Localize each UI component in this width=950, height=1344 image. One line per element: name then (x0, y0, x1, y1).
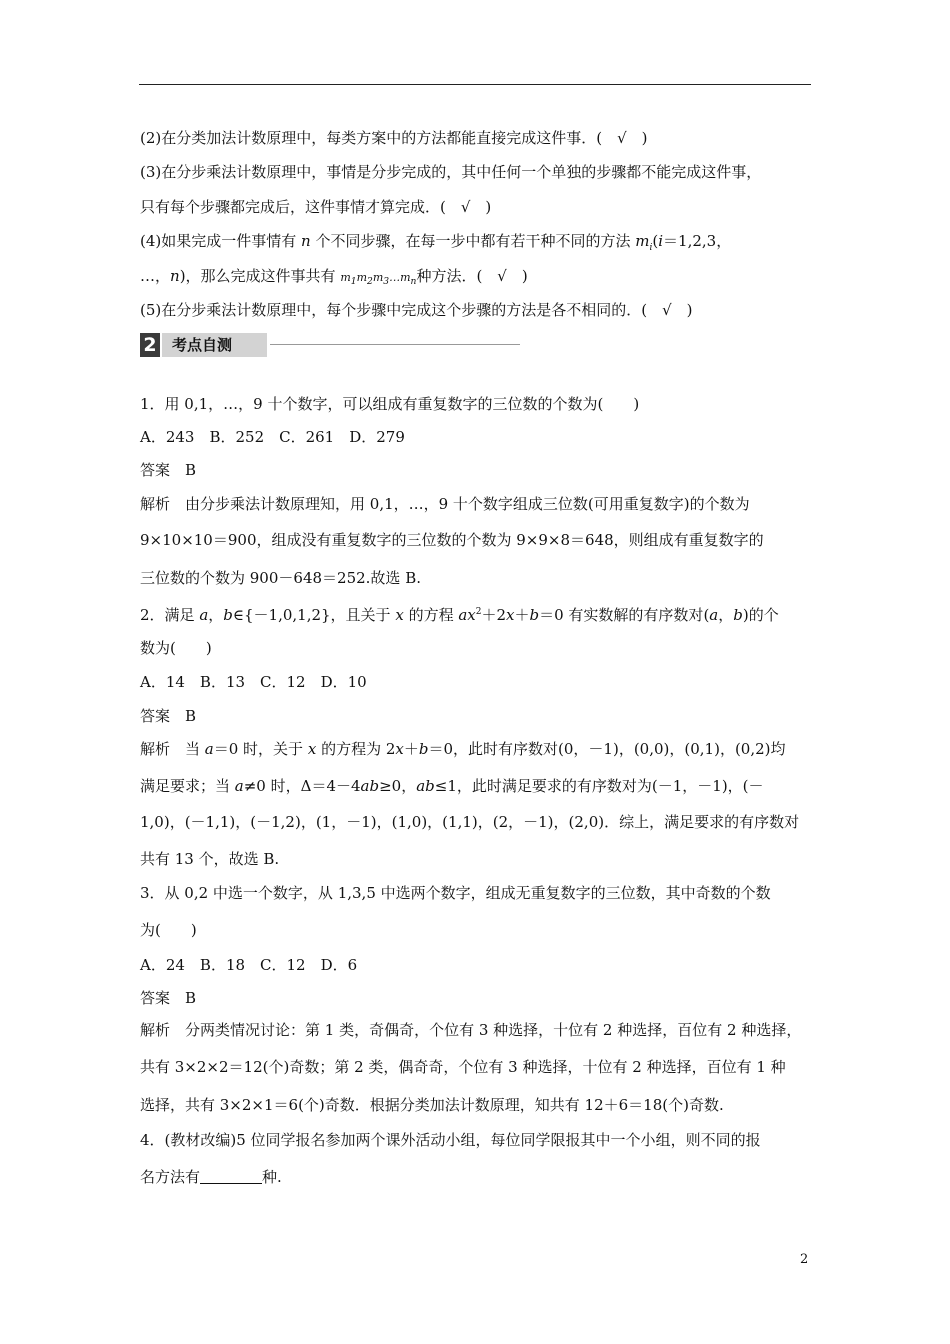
q2-analysis-line2: 满足要求；当 a≠0 时，Δ＝4－4ab≥0，ab≤1，此时满足要求的有序数对为(－1，－1)，(－ (140, 777, 764, 795)
judgement-item-4-line1: (4)如果完成一件事情有 n 个不同步骤，在每一步中都有若干种不同的方法 $m_i(i=1,2,3$， (140, 232, 732, 253)
q2-analysis-line3: 1,0)，(－1,1)，(－1,2)，(1，－1)，(1,0)，(1,1)，(2，－1)，(2,0)．综上，满足要求的有序数对 (140, 813, 800, 831)
q1-stem: 1．用 0,1，…，9 十个数字，可以组成有重复数字的三位数的个数为( ) (140, 395, 640, 413)
q1-answer: 答案 B (140, 461, 197, 479)
q3-analysis-line2: 共有 3×2×2＝12(个)奇数；第 2 类，偶奇奇，个位有 3 种选择，十位有 2 种选择，百位有 1 种 (140, 1058, 786, 1076)
q3-options: A．24 B．18 C．12 D．6 (140, 956, 358, 974)
q1-analysis-line1: 解析 由分步乘法计数原理知，用 0,1，…，9 十个数字组成三位数(可用重复数字)的个数为 (140, 495, 750, 513)
q3-stem-line2: 为( ) (140, 921, 197, 939)
header-rule (139, 84, 811, 85)
q4-stem-line1: 4．(教材改编)5 位同学报名参加两个课外活动小组，每位同学限报其中一个小组，则不同的报 (140, 1131, 761, 1149)
q2-analysis-line4: 共有 13 个，故选 B. (140, 850, 280, 868)
section-title: 考点自测 (162, 333, 267, 357)
q3-stem-line1: 3．从 0,2 中选一个数字，从 1,3,5 中选两个数字，组成无重复数字的三位数，其中奇数的个数 (140, 884, 771, 902)
judgement-item-4-line2: …，n)，那么完成这件事共有 $m_1m_2m_3\dots m_n$种方法．( √ ) (140, 267, 528, 288)
section-header (140, 333, 520, 357)
q1-options: A．243 B．252 C．261 D．279 (140, 428, 405, 446)
page-number: 2 (800, 1252, 809, 1267)
q2-stem-line1: 2．满足 a，b∈{－1,0,1,2}，且关于 x 的方程 $ax^2+2x+b=0$ 有实数解的有序数对(a，b)的个 (140, 606, 779, 624)
q4-stem-line2: 名方法有 种. (140, 1168, 282, 1186)
judgement-item-2: (2)在分类加法计数原理中，每类方案中的方法都能直接完成这件事．( √ ) (140, 129, 648, 147)
q2-stem-line2: 数为( ) (140, 639, 212, 657)
q3-analysis-line1: 解析 分两类情况讨论：第 1 类，奇偶奇，个位有 3 种选择，十位有 2 种选择，百位有 2 种选择， (140, 1021, 802, 1039)
q3-answer: 答案 B (140, 989, 197, 1007)
q1-analysis-line3: 三位数的个数为 900－648＝252.故选 B. (140, 569, 421, 587)
answer-blank[interactable] (200, 1169, 262, 1184)
judgement-item-3-line2: 只有每个步骤都完成后，这件事情才算完成．( √ ) (140, 198, 492, 216)
section-number: 2 (140, 333, 160, 357)
judgement-item-5: (5)在分步乘法计数原理中，每个步骤中完成这个步骤的方法是各不相同的．( √ ) (140, 301, 693, 319)
q3-analysis-line3: 选择，共有 3×2×1＝6(个)奇数．根据分类加法计数原理，知共有 12＋6＝18(个)奇数. (140, 1096, 724, 1114)
judgement-item-3-line1: (3)在分步乘法计数原理中，事情是分步完成的，其中任何一个单独的步骤都不能完成这件事， (140, 163, 762, 181)
q2-answer: 答案 B (140, 707, 197, 725)
q2-options: A．14 B．13 C．12 D．10 (140, 673, 367, 691)
q2-analysis-line1: 解析 当 a＝0 时，关于 x 的方程为 2x＋b＝0，此时有序数对(0，－1)，(0,0)，(0,1)，(0,2)均 (140, 740, 786, 758)
q1-analysis-line2: 9×10×10＝900，组成没有重复数字的三位数的个数为 9×9×8＝648，则组成有重复数字的 (140, 531, 764, 549)
section-rule (270, 344, 520, 345)
